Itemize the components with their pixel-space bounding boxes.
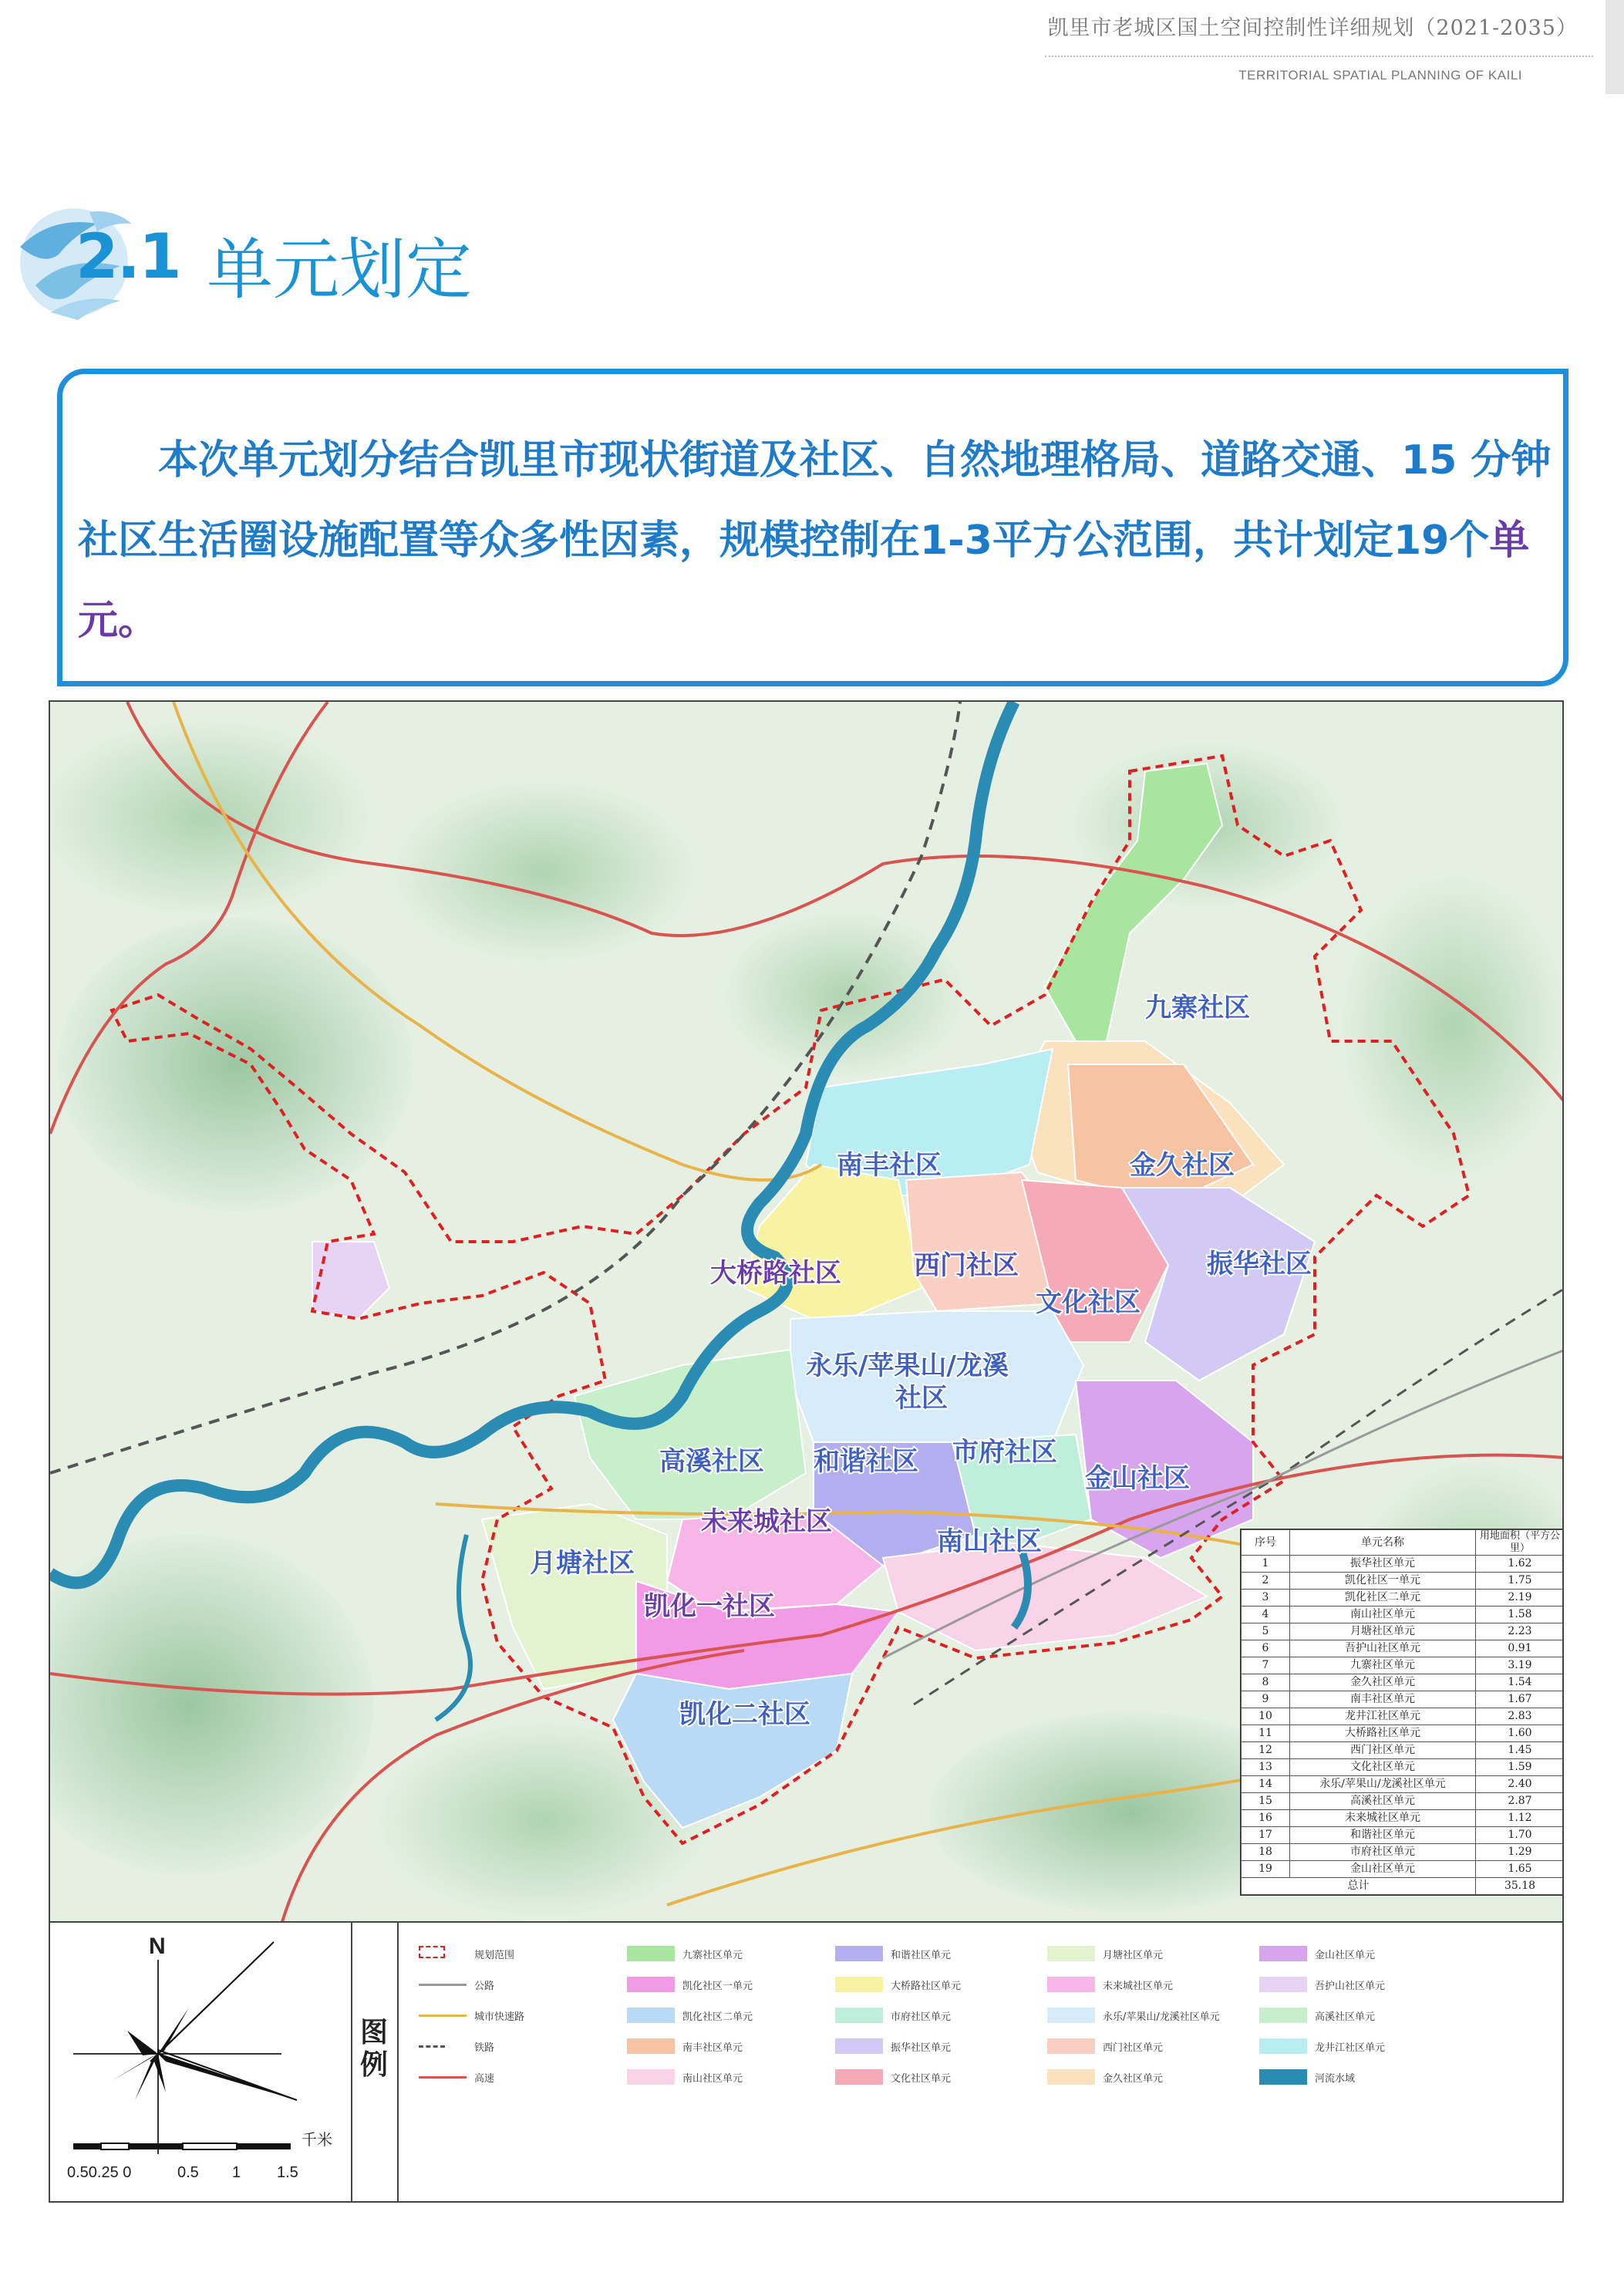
label-zhenhua: 振华社区 bbox=[1207, 1249, 1312, 1279]
legend-label: 高速 bbox=[474, 2073, 495, 2085]
table-cell: 8 bbox=[1242, 1674, 1290, 1691]
table-cell: 12 bbox=[1242, 1742, 1290, 1759]
legend-item bbox=[835, 1944, 1043, 1961]
legend-item bbox=[835, 2037, 1043, 2054]
table-row bbox=[1242, 1674, 1565, 1691]
section-title: 单元划定 bbox=[207, 231, 472, 308]
label-jinjiu: 金久社区 bbox=[1130, 1150, 1235, 1181]
legend-swatch-icon bbox=[627, 1946, 675, 1961]
table-cell: 17 bbox=[1242, 1827, 1290, 1844]
map-legend-panel bbox=[49, 1923, 1564, 2203]
label-wenhua: 文化社区 bbox=[1036, 1287, 1141, 1318]
legend-label: 南山社区单元 bbox=[682, 2073, 743, 2085]
table-cell: 15 bbox=[1242, 1793, 1290, 1810]
label-gaoxi: 高溪社区 bbox=[659, 1446, 764, 1477]
table-row bbox=[1242, 1861, 1565, 1878]
legend-swatch-icon bbox=[1047, 1946, 1095, 1961]
legend-label: 大桥路社区单元 bbox=[891, 1981, 962, 1992]
legend-item bbox=[627, 1975, 835, 1992]
table-cell: 2.87 bbox=[1476, 1793, 1565, 1810]
table-cell: 和谐社区单元 bbox=[1290, 1827, 1476, 1844]
table-cell: 19 bbox=[1242, 1861, 1290, 1878]
table-row bbox=[1242, 1708, 1565, 1725]
legend-item bbox=[1047, 1975, 1255, 1992]
label-yongle-2: 社区 bbox=[895, 1383, 948, 1414]
table-cell: 3.19 bbox=[1476, 1657, 1565, 1674]
legend-item bbox=[1259, 1975, 1467, 1992]
table-row bbox=[1242, 1573, 1565, 1590]
table-cell: 7 bbox=[1242, 1657, 1290, 1674]
label-jiuzhai: 九寨社区 bbox=[1145, 993, 1250, 1023]
table-cell: 0.91 bbox=[1476, 1640, 1565, 1657]
legend-swatch-icon bbox=[1259, 2038, 1307, 2054]
legend-item bbox=[419, 2068, 627, 2085]
table-row bbox=[1242, 1556, 1565, 1573]
table-cell: 13 bbox=[1242, 1759, 1290, 1776]
table-row bbox=[1242, 1827, 1565, 1844]
table-cell: 1.58 bbox=[1476, 1607, 1565, 1623]
legend-label: 高溪社区单元 bbox=[1315, 2011, 1376, 2023]
wind-rose-icon bbox=[50, 1923, 351, 2201]
label-yongle-1: 永乐/苹果山/龙溪 bbox=[806, 1350, 1009, 1381]
table-cell: 11 bbox=[1242, 1725, 1290, 1742]
table-cell: 2.83 bbox=[1476, 1708, 1565, 1725]
intro-text-highlight: 单元。 bbox=[78, 518, 1530, 644]
document-title: 凯里市老城区国土空间控制性详细规划（2021-2035） bbox=[1047, 16, 1578, 40]
legend-swatch-icon bbox=[1047, 2038, 1095, 2054]
legend-label: 铁路 bbox=[474, 2042, 495, 2054]
legend-label: 金久社区单元 bbox=[1103, 2073, 1164, 2085]
legend-swatch-icon bbox=[1259, 1946, 1307, 1961]
table-cell: 1.65 bbox=[1476, 1861, 1565, 1878]
legend-item bbox=[627, 2006, 835, 2023]
table-cell: 1.62 bbox=[1476, 1556, 1565, 1573]
table-cell: 1 bbox=[1242, 1556, 1290, 1573]
table-cell: 九寨社区单元 bbox=[1290, 1657, 1476, 1674]
legend-swatch-icon bbox=[835, 2008, 883, 2023]
legend-swatch-icon bbox=[1259, 2008, 1307, 2023]
legend-label: 凯化社区二单元 bbox=[682, 2011, 753, 2023]
table-cell: 6 bbox=[1242, 1640, 1290, 1657]
table-body bbox=[1242, 1556, 1565, 1895]
intro-text-main: 本次单元划分结合凯里市现状街道及社区、自然地理格局、道路交通、15 分钟社区生活圈设施配置等众多性因素，规模控制在1-3平方公范围，共计划定19个 bbox=[78, 437, 1552, 564]
legend-label: 城市快速路 bbox=[474, 2011, 525, 2023]
table-row bbox=[1242, 1623, 1565, 1640]
legend-label: 吾护山社区单元 bbox=[1315, 1981, 1386, 1992]
table-cell: 2.40 bbox=[1476, 1776, 1565, 1793]
table-cell: 5 bbox=[1242, 1623, 1290, 1640]
scale-unit: 千米 bbox=[302, 2132, 332, 2149]
legend-label: 凯化社区一单元 bbox=[682, 1981, 753, 1992]
legend-swatch-icon bbox=[419, 2076, 467, 2079]
legend-item bbox=[419, 2037, 627, 2054]
legend-swatch-icon bbox=[1047, 2008, 1095, 2023]
legend-item bbox=[1259, 2006, 1467, 2023]
table-row bbox=[1242, 1640, 1565, 1657]
legend-swatch-icon bbox=[835, 2038, 883, 2054]
table-cell: 金久社区单元 bbox=[1290, 1674, 1476, 1691]
table-cell: 10 bbox=[1242, 1708, 1290, 1725]
label-weilaicheng: 未来城社区 bbox=[701, 1506, 832, 1537]
header-divider bbox=[1045, 56, 1593, 57]
table-cell: 市府社区单元 bbox=[1290, 1844, 1476, 1861]
legend-item bbox=[1259, 2068, 1467, 2085]
legend-swatch-icon bbox=[1047, 2069, 1095, 2085]
legend-label: 市府社区单元 bbox=[891, 2011, 952, 2023]
planning-map bbox=[49, 700, 1564, 1923]
scale-label-3: 1.5 bbox=[277, 2164, 298, 2181]
table-cell: 1.75 bbox=[1476, 1573, 1565, 1590]
legend-label: 龙井江社区单元 bbox=[1315, 2042, 1386, 2054]
table-cell: 16 bbox=[1242, 1810, 1290, 1827]
legend-label: 河流水域 bbox=[1315, 2073, 1356, 2085]
legend-label: 月塘社区单元 bbox=[1103, 1950, 1164, 1961]
legend-title-text: 图例 bbox=[360, 2017, 389, 2081]
table-row bbox=[1242, 1810, 1565, 1827]
intro-box bbox=[57, 369, 1568, 686]
table-cell: 1.67 bbox=[1476, 1691, 1565, 1708]
legend-label: 文化社区单元 bbox=[891, 2073, 952, 2085]
label-nanfeng: 南丰社区 bbox=[837, 1150, 942, 1181]
scale-label-2: 1 bbox=[232, 2164, 241, 2181]
legend-label: 金山社区单元 bbox=[1315, 1950, 1376, 1961]
unit-area-table bbox=[1240, 1529, 1564, 1896]
table-cell: 吾护山社区单元 bbox=[1290, 1640, 1476, 1657]
legend-title bbox=[351, 1923, 399, 2201]
table-cell-total-value: 35.18 bbox=[1476, 1878, 1565, 1895]
table-cell: 3 bbox=[1242, 1590, 1290, 1607]
col-area: 用地面积（平方公里） bbox=[1476, 1530, 1565, 1556]
page-edge-tab bbox=[1605, 0, 1624, 94]
table-row bbox=[1242, 1793, 1565, 1810]
table-cell: 月塘社区单元 bbox=[1290, 1623, 1476, 1640]
table-row bbox=[1242, 1590, 1565, 1607]
legend-item bbox=[1047, 2037, 1255, 2054]
col-unit-name: 单元名称 bbox=[1290, 1530, 1476, 1556]
legend-swatch-icon bbox=[627, 2038, 675, 2054]
legend-item bbox=[419, 1975, 627, 1992]
table-row bbox=[1242, 1759, 1565, 1776]
legend-label: 西门社区单元 bbox=[1103, 2042, 1164, 2054]
legend-label: 南丰社区单元 bbox=[682, 2042, 743, 2054]
table-cell: 高溪社区单元 bbox=[1290, 1793, 1476, 1810]
legend-item bbox=[627, 2037, 835, 2054]
legend-item bbox=[419, 2006, 627, 2023]
legend-swatch-icon bbox=[1047, 1977, 1095, 1992]
table-cell: 14 bbox=[1242, 1776, 1290, 1793]
table-cell: 1.29 bbox=[1476, 1844, 1565, 1861]
table-header-row bbox=[1242, 1530, 1565, 1556]
table-cell: 2 bbox=[1242, 1573, 1290, 1590]
table-cell: 18 bbox=[1242, 1844, 1290, 1861]
table-cell: 西门社区单元 bbox=[1290, 1742, 1476, 1759]
legend-label: 公路 bbox=[474, 1981, 495, 1992]
legend-label: 永乐/苹果山/龙溪社区单元 bbox=[1103, 2011, 1220, 2023]
label-nanshan: 南山社区 bbox=[937, 1526, 1042, 1557]
legend-swatch-icon bbox=[419, 2014, 467, 2017]
legend-label: 振华社区单元 bbox=[891, 2042, 952, 2054]
legend-item bbox=[835, 1975, 1043, 1992]
label-kaihua2: 凯化二社区 bbox=[679, 1699, 810, 1730]
table-cell: 1.12 bbox=[1476, 1810, 1565, 1827]
north-label: N bbox=[149, 1934, 166, 1959]
table-cell: 未来城社区单元 bbox=[1290, 1810, 1476, 1827]
legend-label: 和谐社区单元 bbox=[891, 1950, 952, 1961]
table-cell: 1.54 bbox=[1476, 1674, 1565, 1691]
label-jinshan: 金山社区 bbox=[1085, 1463, 1190, 1494]
table-cell-total-label: 总计 bbox=[1242, 1878, 1476, 1895]
intro-text bbox=[78, 420, 1558, 661]
legend-item bbox=[1047, 2006, 1255, 2023]
table-cell: 大桥路社区单元 bbox=[1290, 1725, 1476, 1742]
table-cell: 南山社区单元 bbox=[1290, 1607, 1476, 1623]
table-cell: 9 bbox=[1242, 1691, 1290, 1708]
table-row bbox=[1242, 1742, 1565, 1759]
legend-swatch-icon bbox=[835, 1977, 883, 1992]
legend-swatch-icon bbox=[627, 2069, 675, 2085]
table-cell: 永乐/苹果山/龙溪社区单元 bbox=[1290, 1776, 1476, 1793]
legend-label: 九寨社区单元 bbox=[682, 1950, 743, 1961]
table-cell: 1.60 bbox=[1476, 1725, 1565, 1742]
table-cell: 1.59 bbox=[1476, 1759, 1565, 1776]
table-cell: 4 bbox=[1242, 1607, 1290, 1623]
legend-swatch-icon bbox=[1259, 1977, 1307, 1992]
label-daqiaolu: 大桥路社区 bbox=[710, 1258, 841, 1289]
legend-swatch-icon bbox=[627, 1977, 675, 1992]
table-cell: 龙井江社区单元 bbox=[1290, 1708, 1476, 1725]
label-yuetang: 月塘社区 bbox=[530, 1548, 635, 1579]
table-cell: 金山社区单元 bbox=[1290, 1861, 1476, 1878]
table-row bbox=[1242, 1725, 1565, 1742]
legend-item bbox=[1047, 1944, 1255, 1961]
table-cell: 凯化社区一单元 bbox=[1290, 1573, 1476, 1590]
legend-item bbox=[627, 1944, 835, 1961]
legend-swatch-icon bbox=[419, 1946, 445, 1958]
table-row bbox=[1242, 1844, 1565, 1861]
table-row bbox=[1242, 1878, 1565, 1895]
legend-item bbox=[627, 2068, 835, 2085]
legend-item bbox=[1259, 2037, 1467, 2054]
legend-swatch-icon bbox=[835, 2069, 883, 2085]
table-cell: 南丰社区单元 bbox=[1290, 1691, 1476, 1708]
legend-swatch-icon bbox=[419, 1984, 467, 1986]
scale-label-0: 0.50.25 0 bbox=[67, 2164, 132, 2181]
legend-swatch-icon bbox=[1259, 2069, 1307, 2085]
table-row bbox=[1242, 1607, 1565, 1623]
table-row bbox=[1242, 1691, 1565, 1708]
legend-swatch-icon bbox=[627, 2008, 675, 2023]
compass-and-scale bbox=[50, 1923, 352, 2201]
label-shifu: 市府社区 bbox=[952, 1437, 1057, 1468]
legend-item bbox=[1259, 1944, 1467, 1961]
legend-label: 未来城社区单元 bbox=[1103, 1981, 1174, 1992]
table-cell: 凯化社区二单元 bbox=[1290, 1590, 1476, 1607]
table-row bbox=[1242, 1657, 1565, 1674]
label-ximen: 西门社区 bbox=[914, 1250, 1019, 1281]
legend-swatch-icon bbox=[835, 1946, 883, 1961]
legend-item bbox=[835, 2068, 1043, 2085]
legend-item bbox=[835, 2006, 1043, 2023]
col-index: 序号 bbox=[1242, 1530, 1290, 1556]
scale-label-1: 0.5 bbox=[177, 2164, 199, 2181]
label-kaihua1: 凯化一社区 bbox=[644, 1591, 775, 1622]
legend-label: 规划范围 bbox=[474, 1950, 515, 1961]
section-number: 2.1 bbox=[76, 221, 180, 292]
table-cell: 文化社区单元 bbox=[1290, 1759, 1476, 1776]
table-cell: 2.19 bbox=[1476, 1590, 1565, 1607]
legend-item bbox=[1047, 2068, 1255, 2085]
document-subtitle: TERRITORIAL SPATIAL PLANNING OF KAILI bbox=[1238, 68, 1522, 83]
table-cell: 振华社区单元 bbox=[1290, 1556, 1476, 1573]
table-cell: 1.70 bbox=[1476, 1827, 1565, 1844]
table-cell: 1.45 bbox=[1476, 1742, 1565, 1759]
legend-swatch-icon bbox=[419, 2045, 445, 2048]
legend-item bbox=[419, 1944, 627, 1961]
table-row bbox=[1242, 1776, 1565, 1793]
table-cell: 2.23 bbox=[1476, 1623, 1565, 1640]
label-hexie: 和谐社区 bbox=[814, 1446, 918, 1477]
